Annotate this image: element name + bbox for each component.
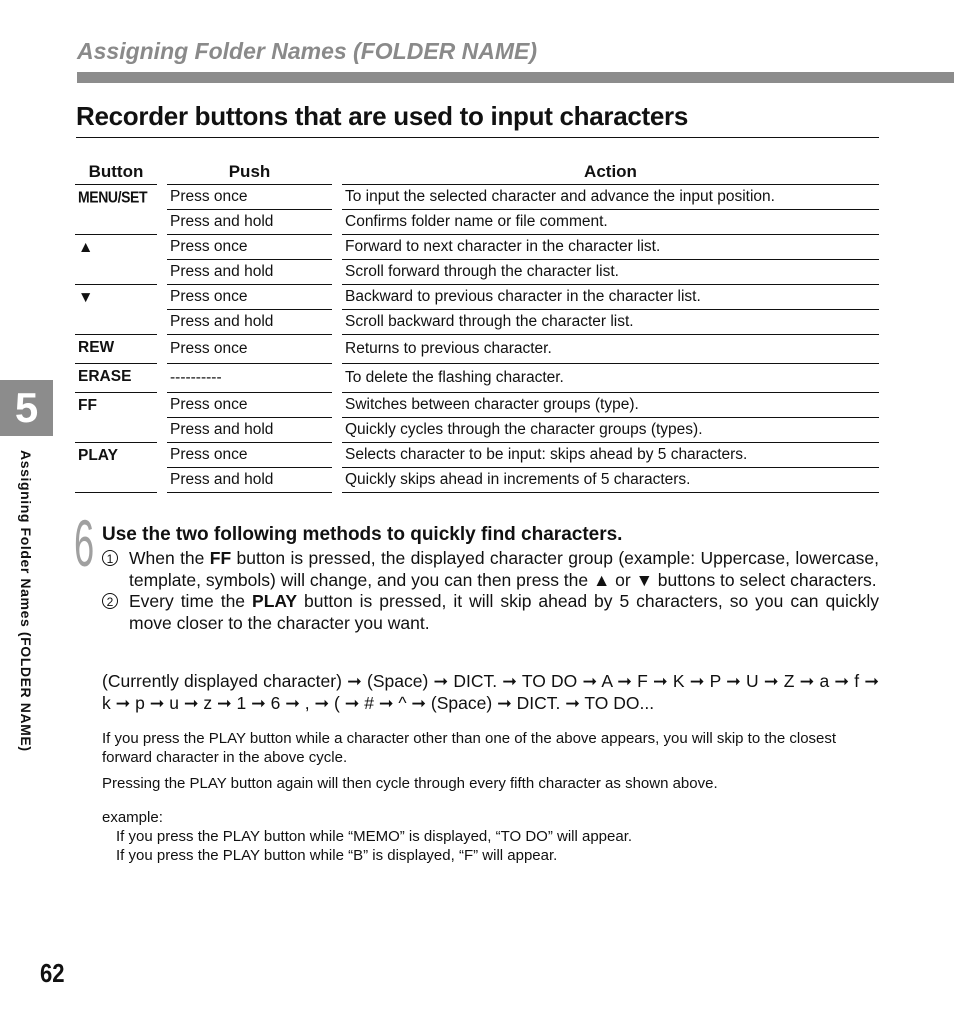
action-cell: Scroll forward through the character list.	[342, 260, 879, 285]
action-cell: Selects character to be input: skips ahead by 5 characters.	[342, 443, 879, 468]
action-cell: Confirms folder name or file comment.	[342, 210, 879, 235]
chapter-tab: 5	[0, 380, 53, 436]
step-title: Use the two following methods to quickly find characters.	[102, 524, 623, 545]
note-cycle: Pressing the PLAY button again will then cycle through every fifth character as shown above.	[102, 775, 718, 792]
button-cell-erase: ERASE	[75, 364, 157, 393]
action-cell: Forward to next character in the character list.	[342, 235, 879, 260]
table-row	[75, 235, 879, 260]
push-cell: Press and hold	[167, 468, 332, 493]
push-cell: Press once	[167, 335, 332, 364]
table-row	[75, 285, 879, 310]
circled-number-1: 1	[102, 550, 118, 566]
step-number: 6	[74, 506, 95, 580]
side-section-label: Assigning Folder Names (FOLDER NAME)	[18, 450, 34, 752]
list-item	[102, 548, 879, 591]
push-cell: Press once	[167, 235, 332, 260]
table-row	[75, 310, 879, 335]
table-row	[75, 185, 879, 210]
section-divider	[77, 72, 954, 83]
action-cell: Quickly skips ahead in increments of 5 characters.	[342, 468, 879, 493]
list-item	[102, 591, 879, 634]
push-cell: Press once	[167, 185, 332, 210]
push-cell: ----------	[167, 364, 332, 393]
table-row	[75, 418, 879, 443]
button-table	[75, 160, 879, 493]
down-triangle-icon: ▼	[78, 289, 94, 306]
button-cell-down	[75, 285, 157, 335]
circled-number-2: 2	[102, 593, 118, 609]
push-cell: Press and hold	[167, 260, 332, 285]
action-cell: Quickly cycles through the character groups (types).	[342, 418, 879, 443]
section-title: Assigning Folder Names (FOLDER NAME)	[77, 38, 538, 64]
button-cell-ff: FF	[75, 393, 157, 443]
table-row	[75, 364, 879, 393]
table-header-row	[75, 160, 879, 185]
table-row	[75, 468, 879, 493]
table-row	[75, 210, 879, 235]
action-cell: To delete the flashing character.	[342, 364, 879, 393]
action-cell: Returns to previous character.	[342, 335, 879, 364]
item-text: Every time the PLAY button is pressed, it will skip ahead by 5 characters, so you can quickly move closer to the character you want.	[129, 591, 879, 633]
header-button: Button	[75, 160, 157, 185]
step-items	[102, 548, 879, 634]
action-cell: Switches between character groups (type).	[342, 393, 879, 418]
button-cell-menu-set: MENU/SET	[75, 185, 157, 235]
push-cell: Press and hold	[167, 418, 332, 443]
character-cycle: (Currently displayed character) ➞ (Space) ➞ DICT. ➞ TO DO ➞ A ➞ F ➞ K ➞ P ➞ U ➞ Z ➞ a ➞ f ➞ k ➞ p ➞ u ➞ z ➞ 1 ➞ 6 ➞ , ➞ ( ➞ # ➞ ^ ➞ (Space) ➞ DICT. ➞ TO DO...	[102, 671, 879, 713]
example-line: If you press the PLAY button while “MEMO” is displayed, “TO DO” will appear.	[116, 828, 633, 845]
push-cell: Press once	[167, 285, 332, 310]
button-cell-up	[75, 235, 157, 285]
example-line: If you press the PLAY button while “B” is displayed, “F” will appear.	[116, 847, 558, 864]
page-number: 62	[40, 958, 65, 988]
table-row	[75, 335, 879, 364]
push-cell: Press once	[167, 443, 332, 468]
page-heading: Recorder buttons that are used to input characters	[76, 101, 879, 138]
action-cell: Backward to previous character in the character list.	[342, 285, 879, 310]
action-cell: To input the selected character and advance the input position.	[342, 185, 879, 210]
example-label: example:	[102, 809, 163, 826]
header-push: Push	[167, 160, 332, 185]
push-cell: Press once	[167, 393, 332, 418]
note-skip: If you press the PLAY button while a character other than one of the above appears, you will skip to the closest forward character in the above cycle.	[102, 730, 837, 766]
up-triangle-icon: ▲	[78, 239, 94, 256]
header-action: Action	[342, 160, 879, 185]
table-row	[75, 443, 879, 468]
push-cell: Press and hold	[167, 310, 332, 335]
button-cell-play: PLAY	[75, 443, 157, 493]
push-cell: Press and hold	[167, 210, 332, 235]
action-cell: Scroll backward through the character list.	[342, 310, 879, 335]
button-cell-rew: REW	[75, 335, 157, 364]
table-row	[75, 393, 879, 418]
table-row	[75, 260, 879, 285]
item-text: When the FF button is pressed, the displayed character group (example: Uppercase, lowercase, template, symbols) will change, and you can then press the ▲ or ▼ buttons to select characters.	[129, 548, 879, 590]
example-block	[102, 808, 879, 865]
